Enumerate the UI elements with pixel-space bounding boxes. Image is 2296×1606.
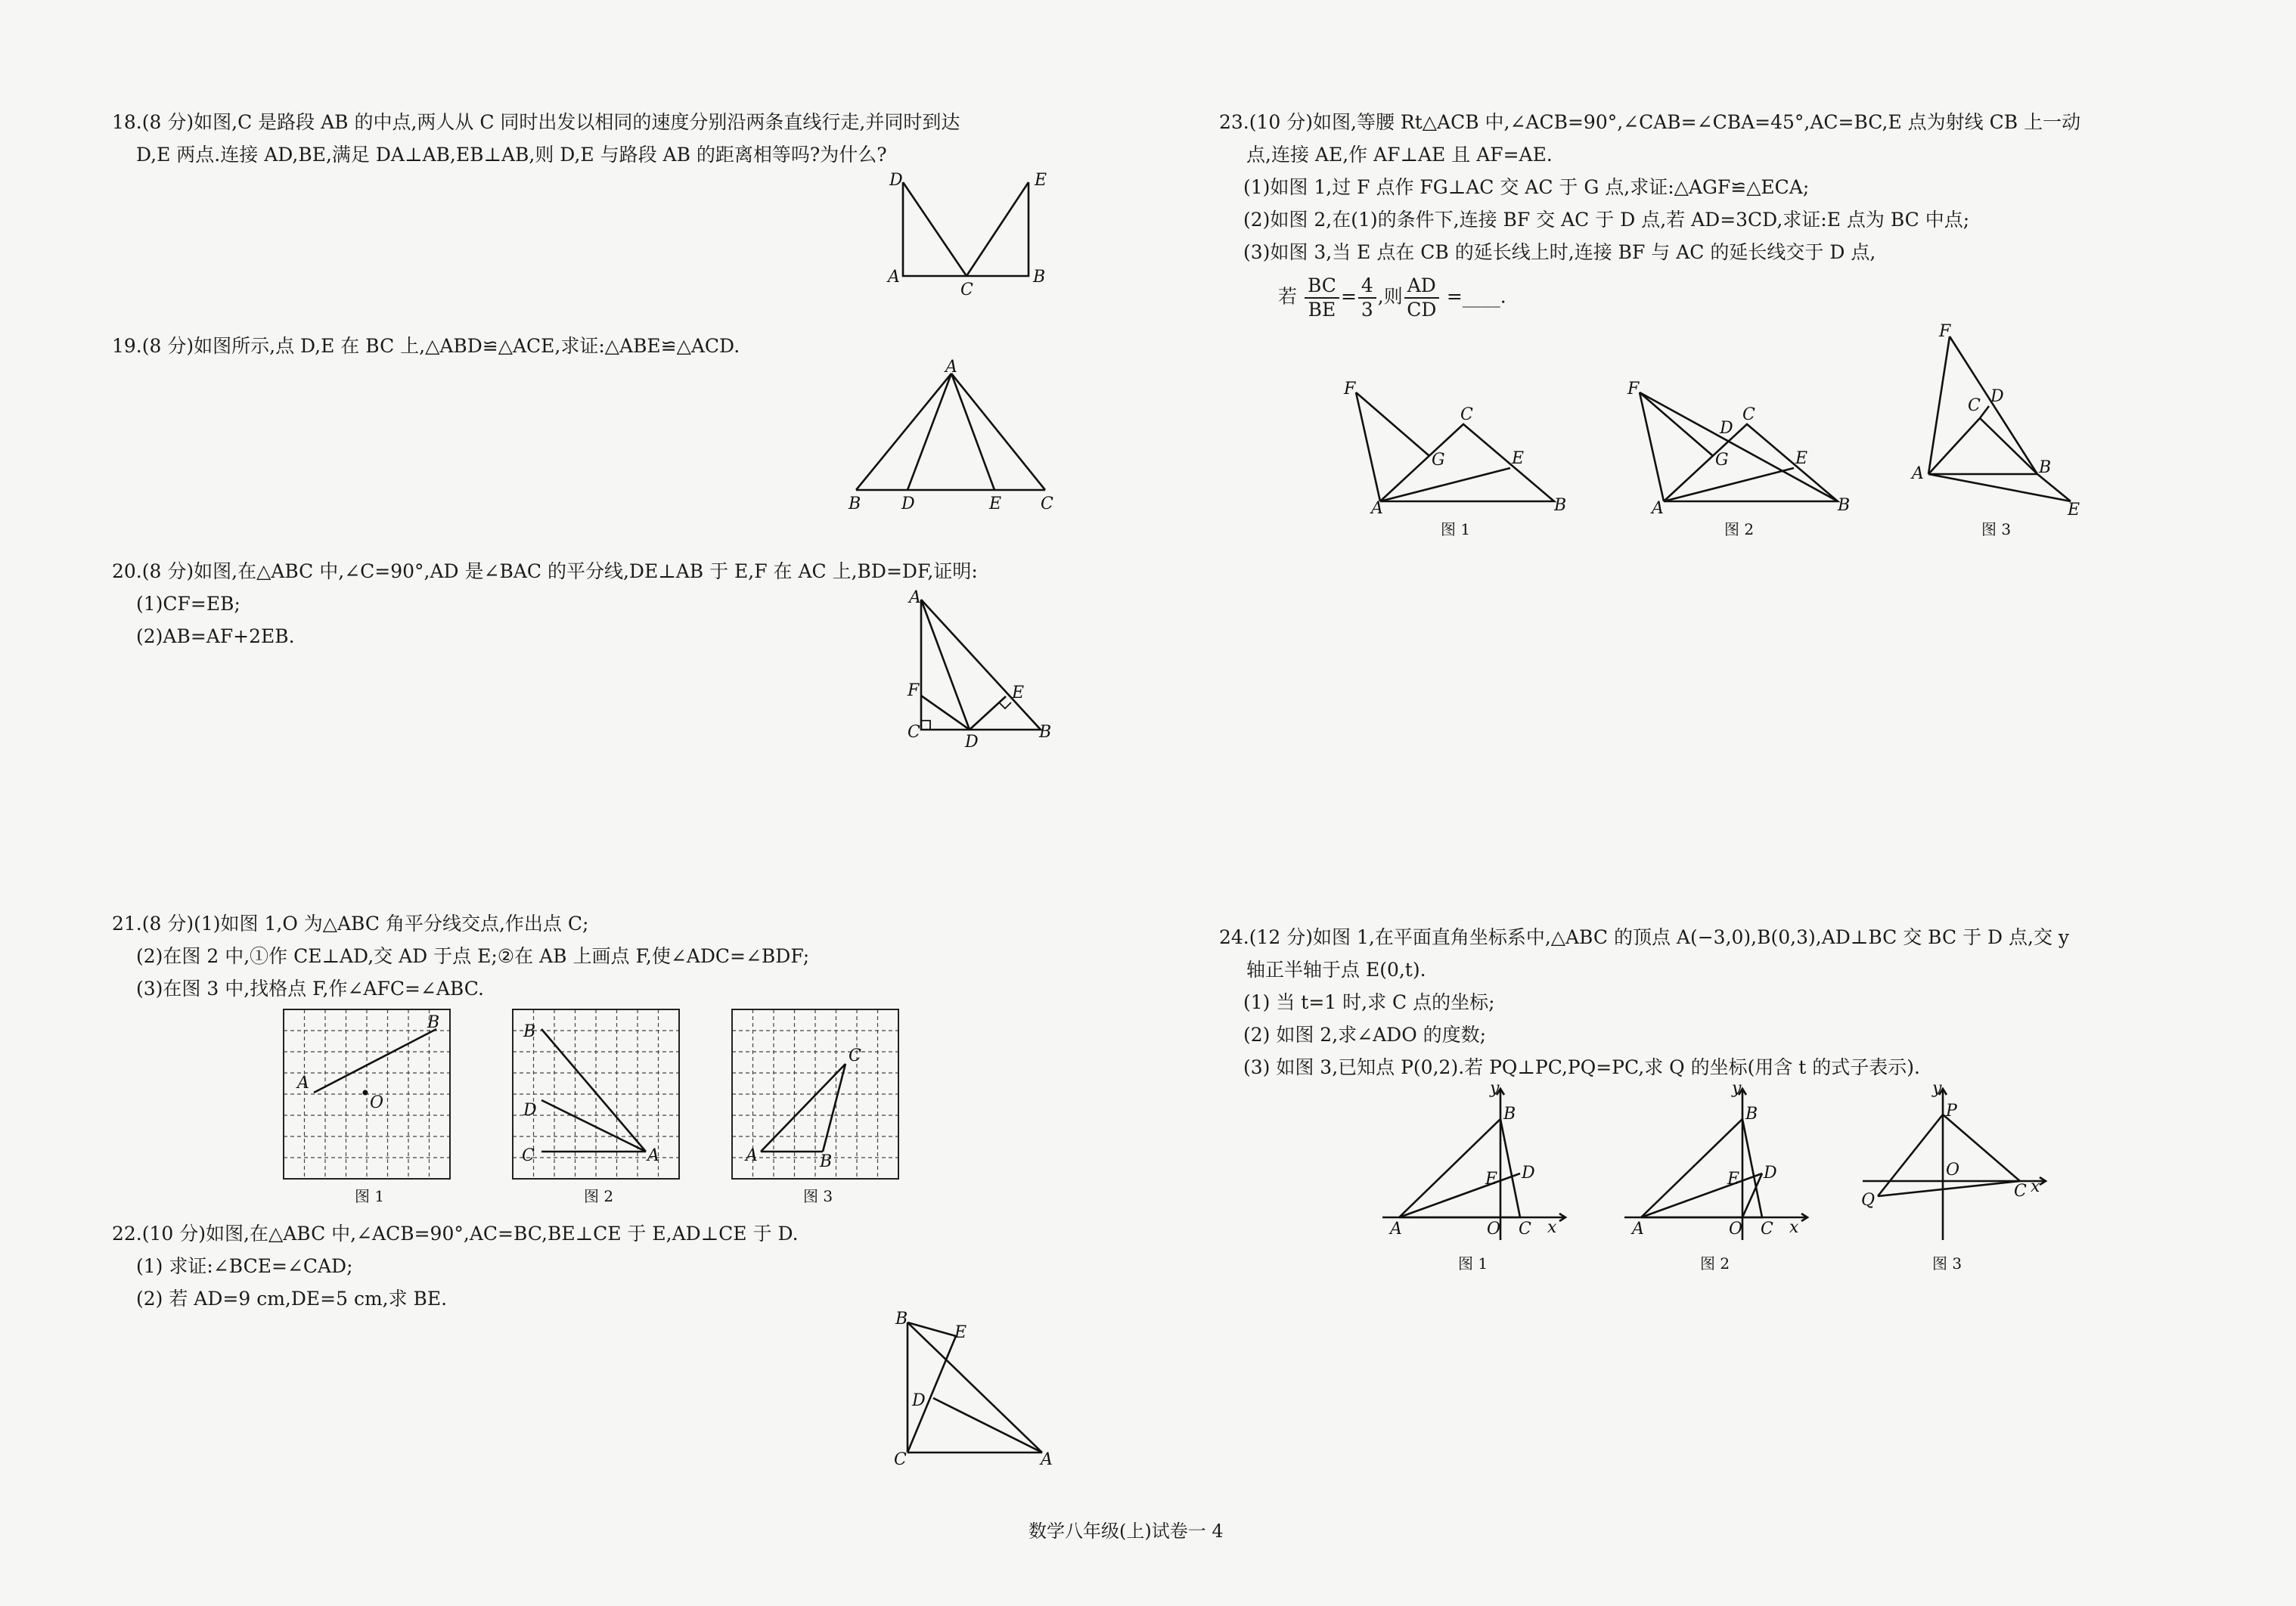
q23-fig2-label-c: C (1742, 405, 1755, 424)
q23-line3: (1)如图 1,过 F 点作 FG⊥AC 交 AC 于 G 点,求证:△AGF≌△ECA; (1243, 176, 1810, 198)
q23-fig3-label-e: E (2068, 501, 2080, 519)
q23-eq: = (1340, 285, 1357, 308)
q24-fig1-label-e: E (1485, 1170, 1498, 1189)
q24-fig2-label-y: y (1732, 1079, 1742, 1098)
q23-line1: 23.(10 分)如图,等腰 Rt△ACB 中,∠ACB=90°,∠CAB=∠CBA=45°,AC=BC,E 点为射线 CB 上一动 (1219, 111, 2081, 133)
q19-line1: 19.(8 分)如图所示,点 D,E 在 BC 上,△ABD≌△ACE,求证:△ABE≌△ACD. (112, 335, 740, 357)
question-22 (112, 1217, 799, 1315)
q23-fig2-caption: 图 2 (1724, 520, 1755, 538)
q20-line3: (2)AB=AF+2EB. (136, 625, 295, 647)
q21-fig2-label-c: C (522, 1146, 535, 1165)
q18-label-c: C (960, 281, 973, 299)
q22-label-c: C (894, 1450, 907, 1469)
q18-label-b: B (1033, 268, 1046, 287)
q20-line1: 20.(8 分)如图,在△ABC 中,∠C=90°,AD 是∠BAC 的平分线,DE⊥AB 于 E,F 在 AC 上,BD=DF,证明: (112, 560, 978, 582)
q20-label-e: E (1012, 684, 1025, 702)
q23-frac-ad-cd: $\frac{AD}{CD}$ (1404, 274, 1439, 321)
q24-fig1-label-o: O (1487, 1220, 1501, 1239)
q22-label-d: D (912, 1391, 926, 1410)
q23-fig2-label-a: A (1652, 499, 1664, 518)
q23-frac-bc-be: $\frac{BC}{BE}$ (1305, 274, 1339, 321)
q23-fig1-label-f: F (1344, 380, 1356, 398)
q24-fig2-label-x: x (1789, 1218, 1799, 1237)
q23-ruo: 若 (1278, 285, 1298, 308)
q24-fig1-label-a: A (1390, 1220, 1402, 1239)
q21-fig1-caption: 图 1 (355, 1187, 385, 1205)
q24-fig2-caption: 图 2 (1700, 1254, 1730, 1273)
q23-fig1-caption: 图 1 (1441, 520, 1471, 538)
q21-line2: (2)在图 2 中,①作 CE⊥AD,交 AD 于点 E;②在 AB 上画点 F,使∠ADC=∠BDF; (136, 945, 810, 967)
q24-fig3-label-o: O (1946, 1161, 1960, 1180)
q23-fig3-label-b: B (2039, 458, 2052, 477)
question-19 (112, 330, 740, 362)
q23-fig2-label-b: B (1838, 496, 1851, 515)
q22-line3: (2) 若 AD=9 cm,DE=5 cm,求 BE. (136, 1288, 448, 1310)
q21-figure-2 (513, 1009, 687, 1206)
q24-line4: (2) 如图 2,求∠ADO 的度数; (1243, 1024, 1487, 1046)
q21-fig2-label-b: B (523, 1022, 536, 1041)
q21-fig1-label-b: B (427, 1013, 440, 1032)
q22-line1: 22.(10 分)如图,在△ABC 中,∠ACB=90°,AC=BC,BE⊥CE 于 E,AD⊥CE 于 D. (112, 1223, 799, 1245)
q18-line2: D,E 两点.连接 AD,BE,满足 DA⊥AB,EB⊥AB,则 D,E 与路段 AB 的距离相等吗?为什么? (136, 144, 887, 166)
q18-label-a: A (888, 268, 900, 287)
q19-label-a: A (945, 358, 957, 377)
q24-fig2-label-o: O (1729, 1220, 1743, 1239)
q23-fig1-label-c: C (1460, 405, 1473, 424)
q24-fig3-label-c: C (2014, 1182, 2027, 1201)
q22-label-a: A (1041, 1450, 1053, 1469)
q22-figure (885, 1312, 1066, 1478)
q21-figure-3 (732, 1009, 906, 1206)
q19-label-d: D (901, 495, 915, 513)
question-23 (1219, 106, 2080, 321)
q23-fig1-label-b: B (1554, 496, 1567, 515)
q23-ratio-line (1219, 274, 2080, 321)
q24-fig2-label-c: C (1761, 1220, 1773, 1239)
q23-fig2-label-d: D (1720, 419, 1733, 438)
q21-fig2-caption: 图 2 (584, 1187, 614, 1205)
q23-fig2-label-g: G (1715, 451, 1729, 470)
q24-fig3-label-x: x (2031, 1177, 2040, 1196)
q23-fig1-label-e: E (1512, 449, 1525, 468)
q24-fig2-label-a: A (1632, 1220, 1644, 1239)
q22-line2: (1) 求证:∠BCE=∠CAD; (136, 1255, 353, 1277)
q24-fig3-label-p: P (1946, 1102, 1957, 1121)
q23-fig1-label-g: G (1432, 451, 1445, 470)
q23-fig3-label-d: D (1990, 387, 2004, 406)
q23-line4: (2)如图 2,在(1)的条件下,连接 BF 交 AC 于 D 点,若 AD=3CD,求证:E 点为 BC 中点; (1243, 209, 1970, 231)
question-24 (1219, 921, 2069, 1084)
q21-figure-1 (284, 1009, 458, 1206)
q21-fig1-label-o: O (370, 1093, 384, 1112)
q23-figure-2 (1618, 374, 1860, 548)
q23-blank: =____. (1446, 285, 1506, 308)
q23-frac-4-3: $\frac{4}{3}$ (1358, 274, 1376, 321)
q22-label-b: B (895, 1310, 908, 1329)
q23-fig3-label-c: C (1968, 396, 1981, 415)
q24-fig1-label-b: B (1503, 1105, 1516, 1124)
q21-fig3-label-c: C (849, 1046, 861, 1065)
q24-fig3-label-q: Q (1861, 1191, 1876, 1210)
question-21 (112, 907, 809, 1005)
q24-fig1-label-d: D (1522, 1164, 1535, 1183)
q23-fig3-label-f: F (1939, 322, 1951, 341)
q21-fig3-label-b: B (820, 1152, 833, 1171)
q24-line1: 24.(12 分)如图 1,在平面直角坐标系中,△ABC 的顶点 A(−3,0),B(0,3),AD⊥BC 交 BC 于 D 点,交 y (1219, 926, 2070, 948)
q23-line5: (3)如图 3,当 E 点在 CB 的延长线上时,连接 BF 与 AC 的延长线交于 D 点, (1243, 241, 1876, 263)
q23-figure-1 (1335, 374, 1577, 548)
q23-fig2-label-f: F (1627, 380, 1640, 398)
q24-figure-3 (1857, 1081, 2061, 1278)
q22-label-e: E (954, 1323, 967, 1342)
q23-fig2-label-e: E (1795, 449, 1808, 468)
q24-fig1-caption: 图 1 (1458, 1254, 1488, 1273)
q24-fig1-label-c: C (1519, 1220, 1531, 1239)
q21-fig3-caption: 图 3 (803, 1187, 833, 1205)
q23-fig3-label-a: A (1912, 464, 1924, 483)
q23-figure-3 (1906, 321, 2133, 548)
q23-fig1-label-a: A (1371, 499, 1383, 518)
q21-fig2-label-d: D (523, 1101, 537, 1120)
q24-fig3-caption: 图 3 (1932, 1254, 1962, 1273)
question-20 (112, 555, 978, 653)
q18-label-d: D (889, 171, 903, 190)
page-footer: 数学八年级(上)试卷一 4 (1029, 1521, 1224, 1542)
q24-line3: (1) 当 t=1 时,求 C 点的坐标; (1243, 991, 1495, 1013)
q18-label-e: E (1035, 171, 1047, 190)
q20-figure (900, 586, 1066, 752)
q23-fig3-caption: 图 3 (1981, 520, 2012, 538)
q24-fig2-label-e: E (1727, 1170, 1740, 1189)
q24-fig2-label-b: B (1745, 1105, 1758, 1124)
q24-fig1-label-y: y (1490, 1079, 1500, 1098)
q20-label-d: D (965, 733, 979, 752)
q24-fig3-label-y: y (1932, 1079, 1942, 1098)
q20-label-c: C (908, 723, 920, 742)
q19-figure (839, 358, 1066, 514)
q20-label-b: B (1039, 723, 1052, 742)
q20-label-a: A (909, 588, 921, 607)
q21-fig1-label-a: A (297, 1074, 309, 1093)
q18-figure (877, 170, 1059, 299)
question-18 (112, 106, 960, 171)
q24-line2: 轴正半轴于点 E(0,t). (1246, 959, 1426, 981)
q23-line2: 点,连接 AE,作 AF⊥AE 且 AF=AE. (1246, 144, 1553, 166)
q21-fig3-label-a: A (746, 1146, 758, 1165)
q24-line5: (3) 如图 3,已知点 P(0,2).若 PQ⊥PC,PQ=PC,求 Q 的坐标(用含 t 的式子表示). (1243, 1056, 1920, 1078)
q23-ze: ,则 (1377, 285, 1403, 308)
q20-line2: (1)CF=EB; (136, 593, 240, 615)
q19-label-c: C (1041, 495, 1053, 513)
q18-line1: 18.(8 分)如图,C 是路段 AB 的中点,两人从 C 同时出发以相同的速度分别沿两条直线行走,并同时到达 (112, 111, 960, 133)
q20-label-f: F (908, 681, 920, 700)
q21-fig2-label-a: A (647, 1146, 659, 1165)
q24-figure-2 (1618, 1081, 1823, 1278)
q24-fig2-label-d: D (1764, 1164, 1777, 1183)
q19-label-b: B (849, 495, 861, 513)
q21-line3: (3)在图 3 中,找格点 F,作∠AFC=∠ABC. (136, 978, 484, 1000)
q19-label-e: E (989, 495, 1002, 513)
q24-figure-1 (1376, 1081, 1581, 1278)
q21-line1: 21.(8 分)(1)如图 1,O 为△ABC 角平分线交点,作出点 C; (112, 913, 589, 935)
q24-fig1-label-x: x (1547, 1218, 1557, 1237)
